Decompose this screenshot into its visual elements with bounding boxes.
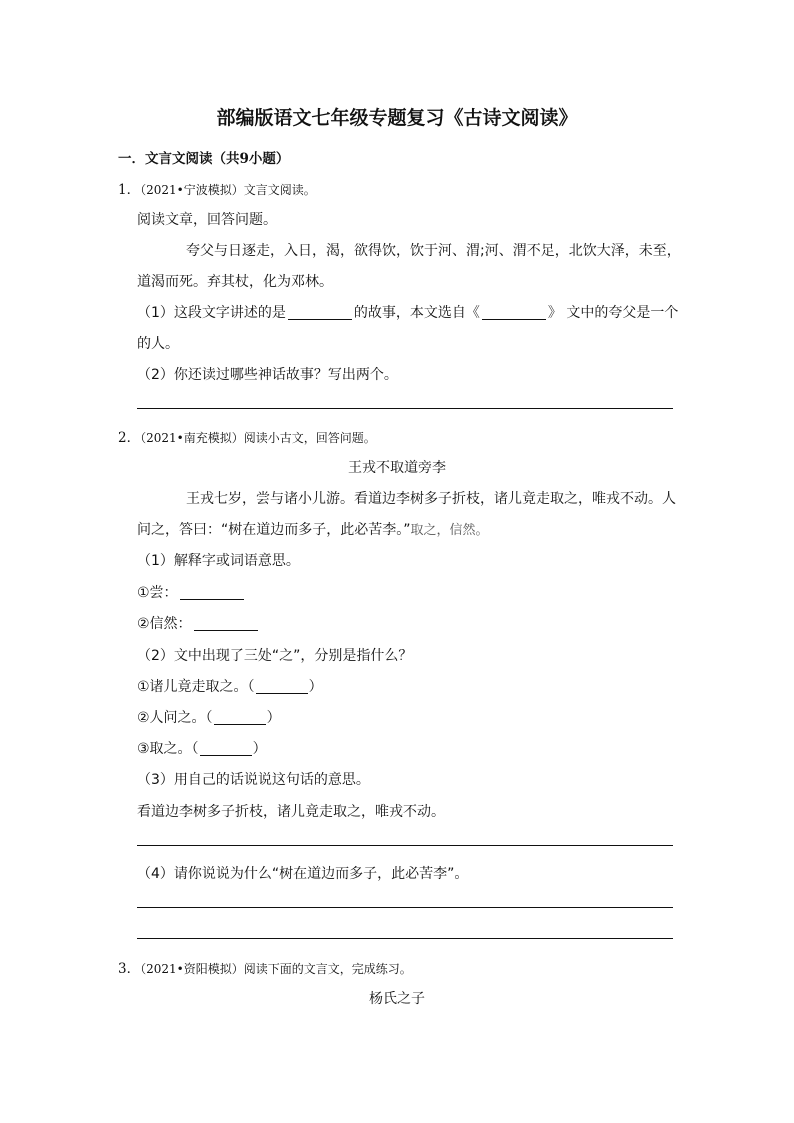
q2-subquestion-1-ii	[137, 613, 260, 633]
q1-subquestion-2: （2）你还读过哪些神话故事？写出两个。	[137, 367, 398, 383]
answer-blank[interactable]	[194, 616, 258, 631]
sub-text: ①诸儿竟走取之。（	[137, 679, 255, 695]
answer-blank[interactable]	[256, 679, 308, 694]
sub-text: ①尝：	[137, 585, 178, 601]
question-1-header	[118, 178, 316, 198]
question-source: （2021•南充模拟）	[140, 431, 244, 445]
question-source: （2021•资阳模拟）	[140, 962, 244, 976]
q2-subquestion-3: （3）用自己的话说说这句话的意思。	[137, 772, 370, 788]
q2-subquestion-1-i	[137, 582, 246, 602]
passage-text: 问之，答曰：“树在道边而多子，此必苦李。”	[137, 522, 411, 538]
q2-subquestion-3-sentence: 看道边李树多子折枝，诸儿竟走取之，唯戎不动。	[137, 804, 445, 820]
sub-text: ②信然：	[137, 616, 192, 632]
sub-text: （1）这段文字讲述的是	[137, 305, 286, 321]
q2-subquestion-2-iii	[137, 738, 267, 758]
q1-subquestion-1-cont: 的人。	[137, 336, 179, 352]
question-instruction: 文言文阅读。	[243, 183, 316, 197]
q1-prompt: 阅读文章，回答问题。	[137, 212, 277, 228]
question-number: 2．	[118, 430, 141, 446]
question-instruction: 阅读下面的文言文，完成练习。	[243, 962, 412, 976]
sub-text: ②人问之。（	[137, 710, 213, 726]
sub-text: 的故事，本文选自《	[353, 305, 480, 321]
question-3-header	[118, 957, 412, 977]
question-instruction: 阅读小古文，回答问题。	[243, 431, 376, 445]
page-title: 部编版语文七年级专题复习《古诗文阅读》	[216, 107, 578, 129]
question-2-header	[118, 426, 376, 446]
sub-text: ）	[252, 741, 267, 757]
answer-line[interactable]	[137, 408, 673, 409]
answer-blank[interactable]	[180, 585, 244, 600]
q2-subquestion-2: （2）文中出现了三处“之”，分别是指什么？	[137, 648, 413, 664]
answer-blank[interactable]	[200, 741, 252, 756]
q3-passage-title: 杨氏之子	[369, 991, 425, 1007]
section-heading: 一．文言文阅读（共9小题）	[118, 151, 290, 167]
answer-blank[interactable]	[288, 305, 352, 320]
q2-subquestion-2-ii	[137, 707, 281, 727]
answer-line[interactable]	[137, 938, 673, 939]
question-number: 3．	[118, 961, 141, 977]
answer-line[interactable]	[137, 845, 673, 846]
answer-blank[interactable]	[214, 710, 266, 725]
q2-passage-title: 王戎不取道旁李	[348, 460, 446, 476]
q2-subquestion-4: （4）请你说说为什么“树在道边而多子，此必苦李”。	[137, 866, 469, 882]
sub-text: 》 文中的夸父是一个	[547, 305, 679, 321]
q1-subquestion-1	[137, 302, 678, 322]
q2-passage-line: 王戎七岁，尝与诸小儿游。看道边李树多子折枝，诸儿竟走取之，唯戎不动。人	[186, 491, 676, 507]
answer-line[interactable]	[137, 907, 673, 908]
question-source: （2021•宁波模拟）	[140, 183, 244, 197]
q1-passage-line: 道渴而死。弃其杖，化为邓林。	[137, 274, 333, 290]
sub-text: ③取之。（	[137, 741, 199, 757]
sub-text: ）	[266, 710, 281, 726]
q1-passage-line: 夸父与日逐走，入日，渴，欲得饮，饮于河、渭;河、渭不足，北饮大泽，未至，	[186, 243, 681, 259]
answer-blank[interactable]	[482, 305, 546, 320]
sub-text: ）	[308, 679, 323, 695]
q2-subquestion-2-i	[137, 676, 323, 696]
q2-subquestion-1: （1）解释字或词语意思。	[137, 553, 300, 569]
q2-passage-line	[137, 519, 489, 539]
passage-text: 取之，信然。	[410, 523, 489, 538]
question-number: 1．	[118, 182, 141, 198]
